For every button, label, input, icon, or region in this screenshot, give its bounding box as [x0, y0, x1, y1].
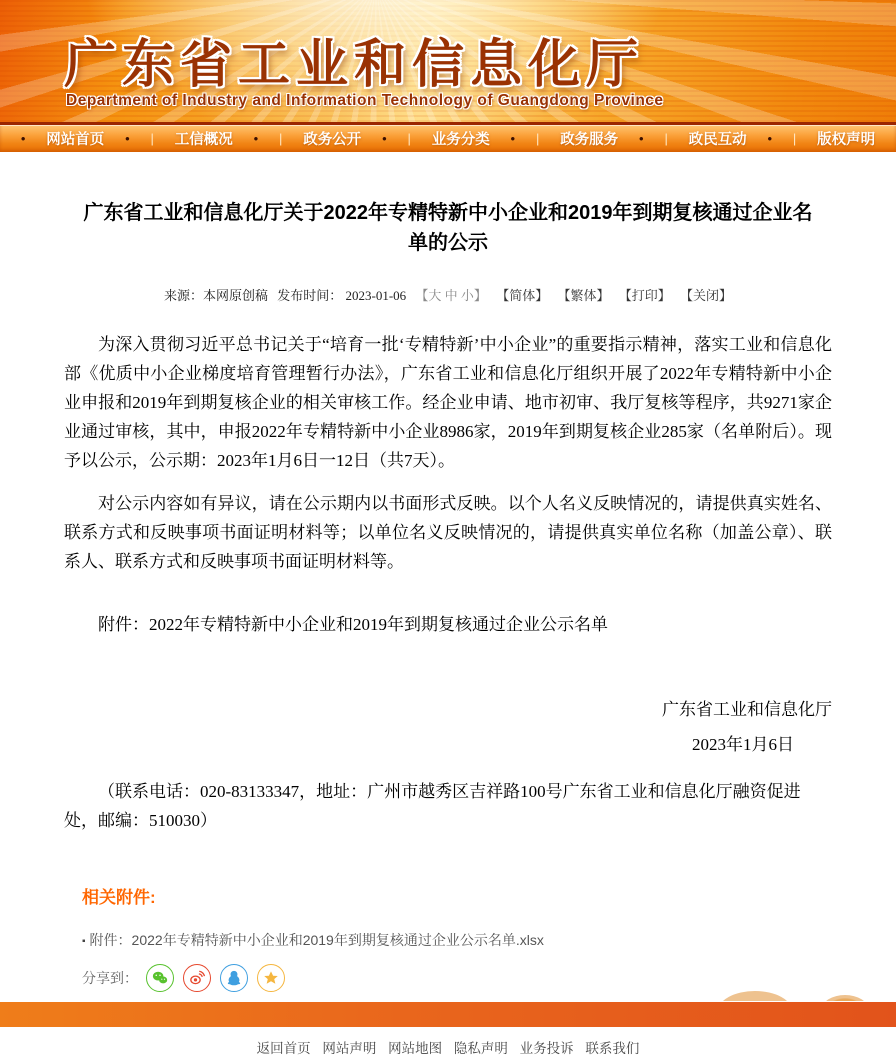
- nav-bullet-icon: •: [767, 131, 773, 146]
- wechat-icon: [151, 969, 169, 987]
- nav-item-home[interactable]: 网站首页: [46, 132, 105, 148]
- share-label: 分享到：: [82, 970, 138, 986]
- mascot-widget-icon[interactable]: [718, 991, 792, 1001]
- share-wechat-button[interactable]: [146, 964, 174, 992]
- qzone-icon: [262, 969, 280, 987]
- qq-icon: [225, 969, 243, 987]
- meta-publish-time: 发布时间： 2023-01-06: [277, 288, 407, 303]
- nav-divider: |: [664, 131, 668, 146]
- traditional-button[interactable]: 【繁体】: [557, 288, 610, 303]
- signature-department: 广东省工业和信息化厅: [662, 700, 832, 719]
- related-attachments-section: [64, 883, 832, 992]
- nav-item-business[interactable]: 业务分类: [431, 132, 490, 148]
- floating-widgets: [718, 989, 878, 1001]
- article-content: [0, 198, 896, 992]
- main-nav: [0, 122, 896, 152]
- attachment-reference-line: 附件：2022年专精特新中小企业和2019年到期复核通过企业公示名单: [98, 615, 608, 634]
- nav-divider: |: [150, 131, 154, 146]
- simplified-button[interactable]: 【简体】: [496, 288, 549, 303]
- weibo-icon: [188, 969, 206, 987]
- mascot-widget-icon[interactable]: [822, 995, 868, 1001]
- related-attachments-heading: 相关附件:: [82, 888, 156, 907]
- article-paragraph: 为深入贯彻习近平总书记关于“培育一批‘专精特新’中小企业”的重要指示精神，落实工业和信息化部《优质中小企业梯度培育管理暂行办法》，广东省工业和信息化厅组织开展了2022年专精特新中小企业申报和2019年到期复核企业的相关审核工作。经企业申请、地市初审、我厅复核等程序，共9271家企业通过审核，其中，申报2022年专精特新中小企业8986家，2019年到期复核企业285家（名单附后）。现予以公示，公示期：2023年1月6日一12日（共7天）。: [64, 335, 832, 470]
- nav-divider: |: [407, 131, 411, 146]
- footer-link-home[interactable]: 返回首页: [256, 1041, 311, 1056]
- meta-source: 来源：本网原创稿: [163, 288, 268, 303]
- nav-bullet-icon: •: [125, 131, 130, 146]
- footer-link-complaint[interactable]: 业务投诉: [519, 1041, 574, 1056]
- site-title: 广东省工业和信息化厅: [64, 36, 645, 94]
- article-meta: [64, 285, 832, 304]
- nav-divider: |: [278, 131, 283, 146]
- print-button[interactable]: 【打印】: [618, 288, 671, 303]
- nav-item-services[interactable]: 政务服务: [560, 132, 619, 148]
- attachment-file-name: 附件：2022年专精特新中小企业和2019年到期复核通过企业公示名单.xlsx: [89, 932, 544, 948]
- nav-divider: |: [792, 131, 797, 146]
- nav-item-interaction[interactable]: 政民互动: [688, 132, 747, 148]
- share-qq-button[interactable]: [220, 964, 248, 992]
- nav-bullet-icon: •: [510, 131, 516, 146]
- page-footer: [0, 1002, 896, 1057]
- nav-bullet-icon: •: [253, 131, 259, 146]
- footer-link-statement[interactable]: 网站声明: [322, 1041, 377, 1056]
- contact-info: （联系电话：020-83133347，地址：广州市越秀区吉祥路100号广东省工业和信息化厅融资促进处，邮编：510030）: [64, 782, 801, 830]
- header-banner: [0, 0, 896, 122]
- nav-divider: |: [535, 131, 540, 146]
- nav-item-gov-open[interactable]: 政务公开: [303, 132, 362, 148]
- share-qzone-button[interactable]: [257, 964, 285, 992]
- footer-link-contact[interactable]: 联系我们: [585, 1041, 640, 1056]
- square-bullet-icon: ▪: [82, 936, 86, 947]
- footer-orange-bar: [0, 1002, 896, 1027]
- nav-bullet-icon: •: [639, 131, 644, 146]
- nav-bullet-icon: •: [382, 131, 387, 146]
- font-size-switcher[interactable]: 【大 中 小】: [415, 288, 487, 303]
- signature-date: 2023年1月6日: [692, 735, 794, 754]
- close-button[interactable]: 【关闭】: [679, 288, 732, 303]
- share-row: [82, 964, 832, 992]
- footer-link-privacy[interactable]: 隐私声明: [453, 1041, 508, 1056]
- article-title: 广东省工业和信息化厅关于2022年专精特新中小企业和2019年到期复核通过企业名单的公示: [83, 202, 813, 254]
- nav-bullet-icon: •: [20, 131, 26, 146]
- article-paragraph: 对公示内容如有异议，请在公示期内以书面形式反映。以个人名义反映情况的，请提供真实姓名、联系方式和反映事项书面证明材料等；以单位名义反映情况的，请提供真实单位名称（加盖公章）、联系人、联系方式和反映事项书面证明材料等。: [64, 494, 832, 571]
- nav-item-overview[interactable]: 工信概况: [174, 132, 233, 148]
- attachment-download-link[interactable]: [82, 930, 832, 950]
- nav-item-copyright[interactable]: 版权声明: [817, 132, 876, 148]
- site-subtitle-english: Department of Industry and Information Technology of Guangdong Province: [66, 92, 664, 109]
- footer-link-sitemap[interactable]: 网站地图: [388, 1041, 443, 1056]
- footer-links: [0, 1027, 896, 1057]
- share-weibo-button[interactable]: [183, 964, 211, 992]
